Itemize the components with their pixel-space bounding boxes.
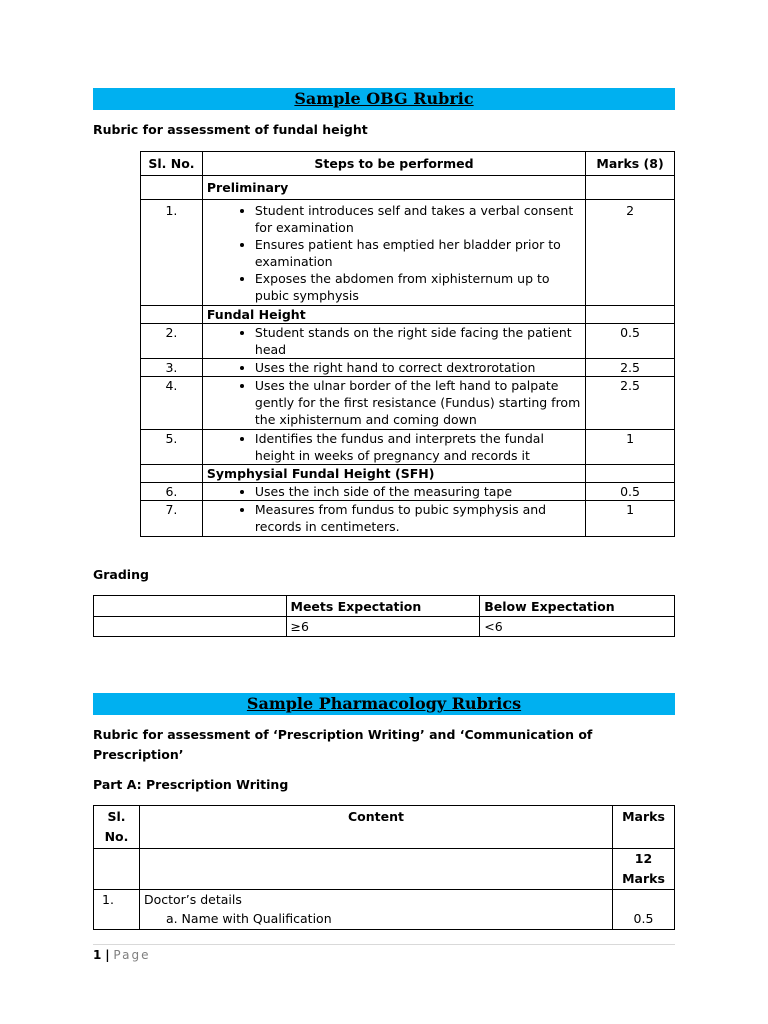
list-item: • Measures from fundus to pubic symphysis and records in centimeters.	[255, 501, 581, 535]
table-row	[141, 483, 675, 501]
table-row	[94, 617, 675, 637]
header-meets: Meets Expectation	[286, 596, 480, 617]
pharma-subtitle-line1: Rubric for assessment of ‘Prescription Writing’ and ‘Communication of	[93, 727, 593, 742]
list-item: • Uses the right hand to correct dextrorotation	[255, 359, 581, 376]
header-no: No.	[104, 829, 129, 844]
obg-rubric-table	[140, 151, 675, 537]
obg-title: Sample OBG Rubric	[294, 89, 474, 108]
page-number: 1	[93, 948, 102, 962]
row-marks: 0.5	[613, 890, 675, 930]
total-marks-value: 12	[634, 851, 653, 866]
row-marks: 2.5	[586, 359, 675, 377]
section-row	[141, 465, 675, 483]
value-meets: ≥6	[286, 617, 480, 637]
section-preliminary: Preliminary	[202, 176, 585, 200]
list-item: • Identifies the fundus and interprets the fundal height in weeks of pregnancy and records it	[255, 430, 581, 464]
row-number: 4.	[141, 377, 203, 430]
table-row	[141, 377, 675, 430]
pharma-subtitle-line2: Prescription’	[93, 747, 184, 762]
row-marks: 1	[586, 430, 675, 465]
list-item: • Exposes the abdomen from xiphisternum up to pubic symphysis	[255, 270, 581, 304]
table-row	[141, 359, 675, 377]
row-marks: 0.5	[586, 324, 675, 359]
row-marks: 0.5	[586, 483, 675, 501]
header-marks: Marks (8)	[586, 152, 675, 176]
section-row	[141, 176, 675, 200]
total-marks	[613, 849, 675, 890]
page-footer	[93, 948, 150, 962]
table-row	[141, 501, 675, 537]
row-content: Doctor’s details	[143, 892, 242, 907]
pharma-title: Sample Pharmacology Rubrics	[246, 694, 522, 713]
row-marks: 2.5	[586, 377, 675, 430]
list-item: • Uses the inch side of the measuring tape	[255, 483, 581, 500]
step-list	[207, 202, 581, 304]
obg-title-bar	[93, 88, 675, 110]
row-subcontent: a. Name with Qualification	[165, 911, 332, 926]
section-sfh: Symphysial Fundal Height (SFH)	[202, 465, 585, 483]
header-steps: Steps to be performed	[202, 152, 585, 176]
pharma-subtitle	[93, 725, 592, 765]
row-number: 7.	[141, 501, 203, 537]
table-header-row	[141, 152, 675, 176]
table-row	[94, 849, 675, 890]
footer-divider	[93, 944, 675, 945]
row-number: 1.	[141, 200, 203, 306]
list-item: • Student introduces self and takes a verbal consent for examination	[255, 202, 581, 236]
table-row	[141, 324, 675, 359]
header-marks: Marks	[613, 806, 675, 849]
header-sl: Sl.	[107, 809, 126, 824]
row-marks: 2	[586, 200, 675, 306]
header-sl-no	[94, 806, 140, 849]
row-number: 5.	[141, 430, 203, 465]
header-content: Content	[139, 806, 612, 849]
row-marks: 1	[586, 501, 675, 537]
header-sl-no: Sl. No.	[141, 152, 203, 176]
table-row	[141, 200, 675, 306]
page-label: Page	[113, 948, 151, 962]
value-below: <6	[480, 617, 675, 637]
section-row	[141, 306, 675, 324]
table-row	[94, 890, 675, 930]
grading-label: Grading	[93, 567, 149, 582]
row-number: 3.	[141, 359, 203, 377]
part-a-label: Part A: Prescription Writing	[93, 777, 289, 792]
header-below: Below Expectation	[480, 596, 675, 617]
row-number: 6.	[141, 483, 203, 501]
section-fundal-height: Fundal Height	[202, 306, 585, 324]
list-item: • Uses the ulnar border of the left hand to palpate gently for the first resistance (Fundus) starting from the xiphisternum and coming down	[255, 377, 581, 428]
prescription-table	[93, 805, 675, 930]
obg-subtitle: Rubric for assessment of fundal height	[93, 122, 368, 137]
list-item: • Ensures patient has emptied her bladder prior to examination	[255, 236, 581, 270]
table-header-row	[94, 596, 675, 617]
table-header-row	[94, 806, 675, 849]
grading-table	[93, 595, 675, 637]
page-separator: |	[105, 948, 110, 962]
pharma-title-bar	[93, 693, 675, 715]
list-item: • Student stands on the right side facing the patient head	[255, 324, 581, 358]
row-number: 2.	[141, 324, 203, 359]
row-number: 1.	[94, 890, 140, 930]
total-marks-label: Marks	[622, 871, 665, 886]
table-row	[141, 430, 675, 465]
